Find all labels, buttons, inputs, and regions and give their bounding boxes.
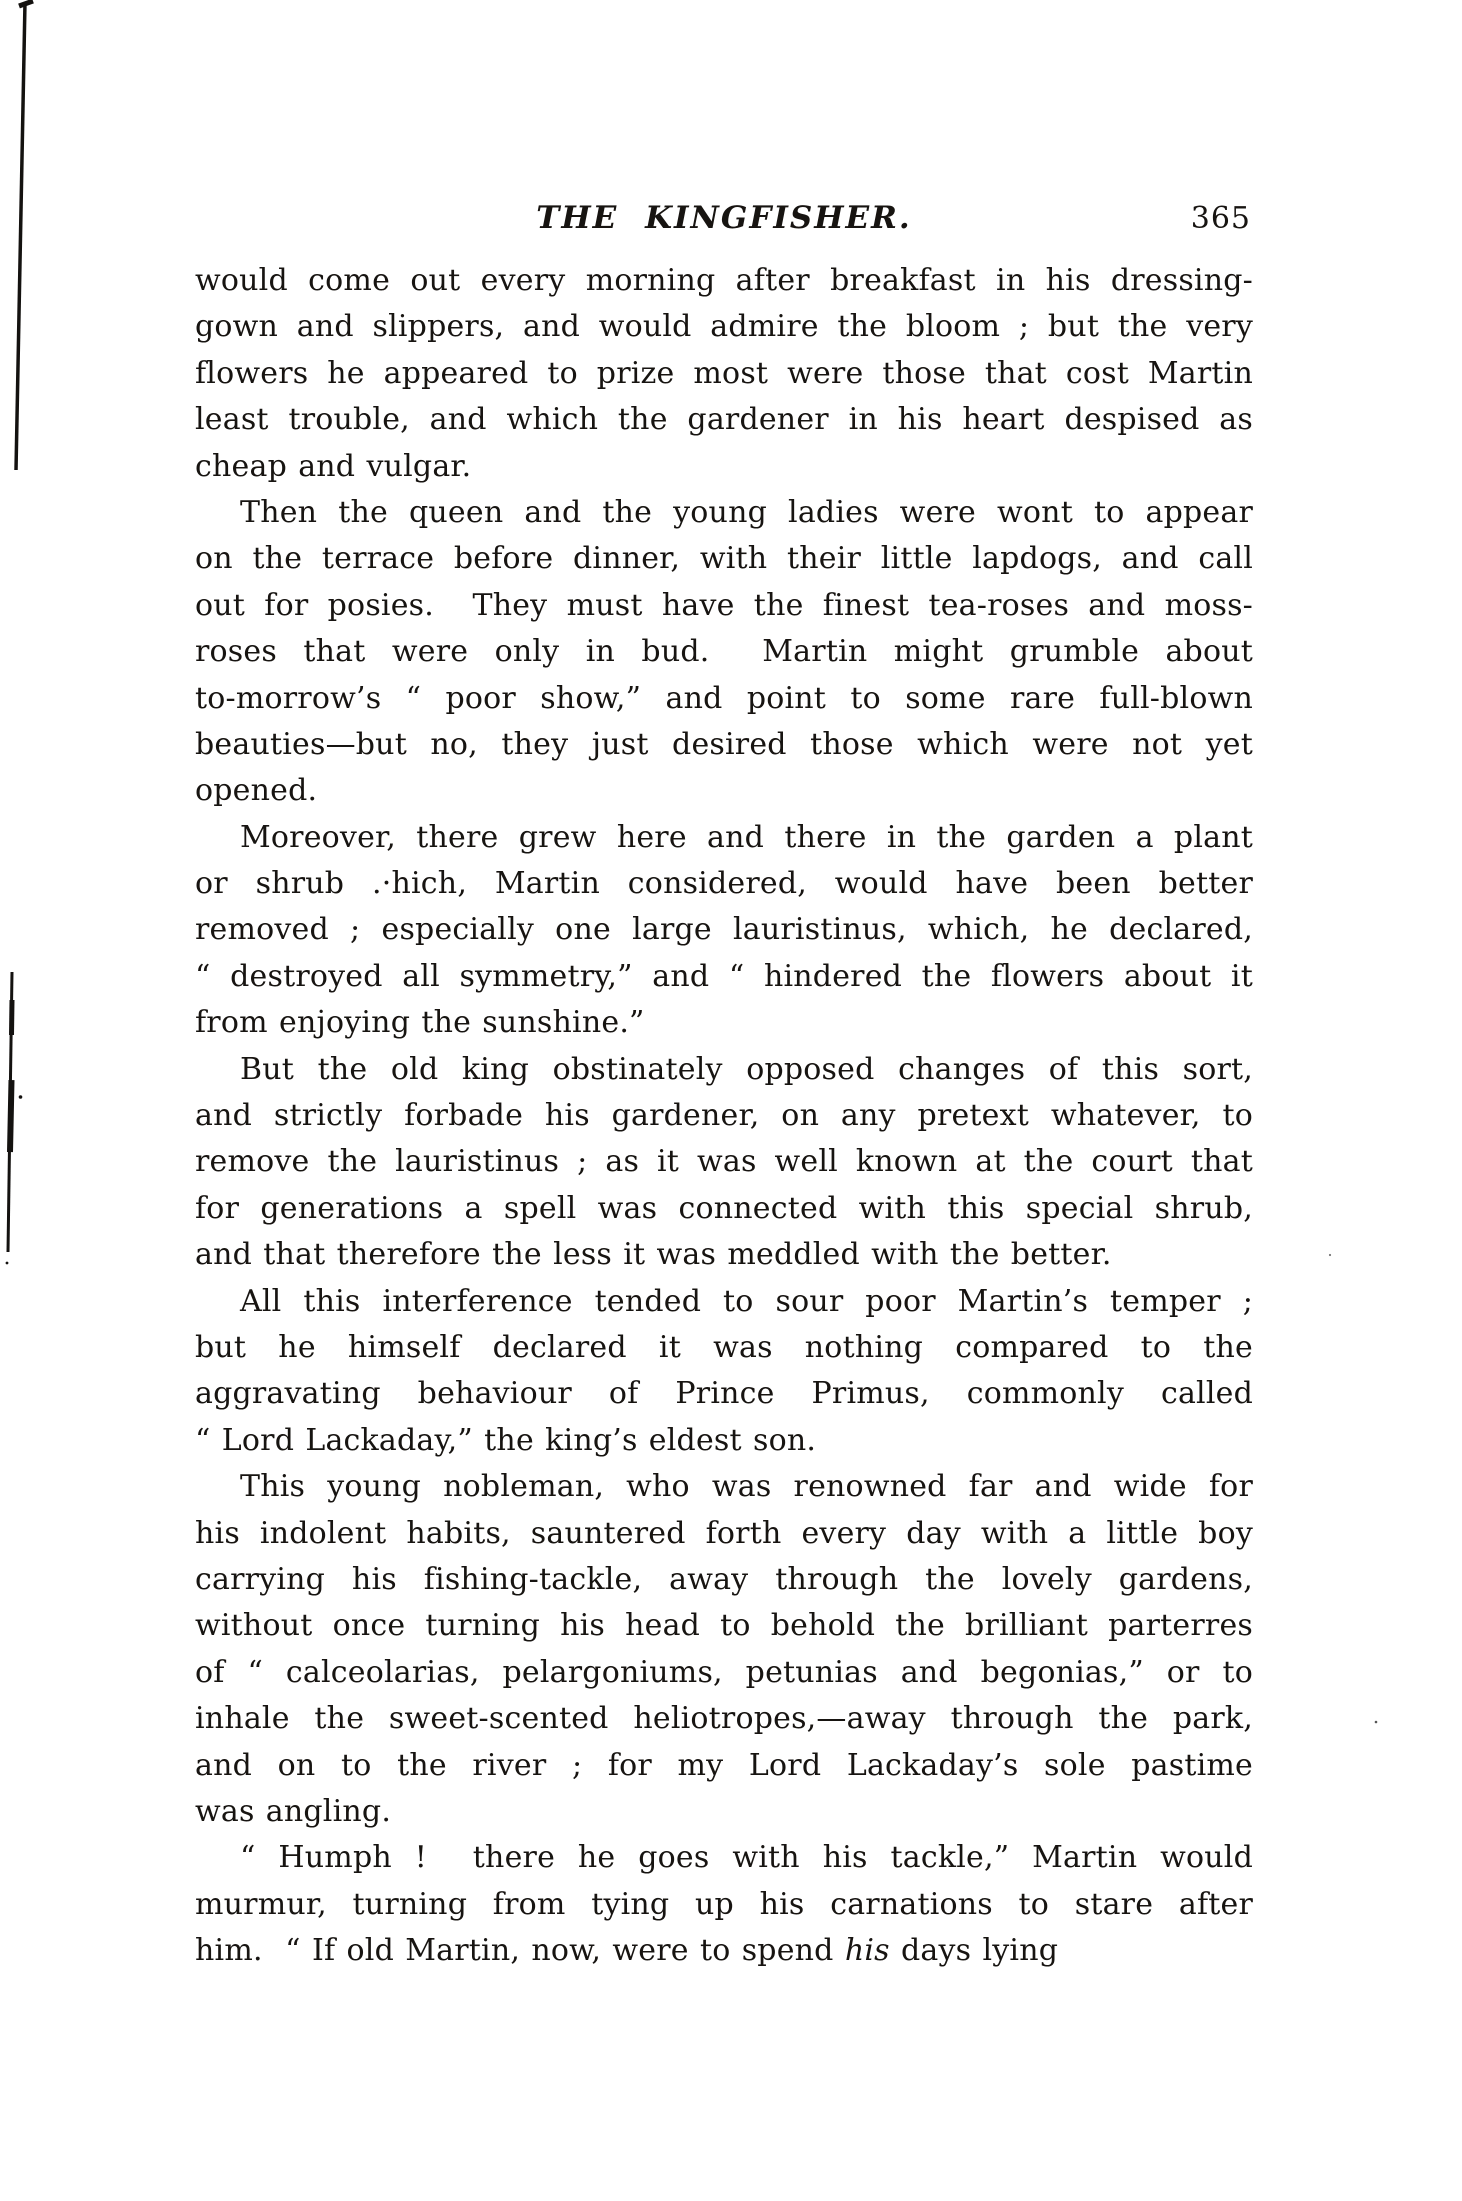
page-body [195,258,1253,1974]
text-line: on the terrace before dinner, with their little lapdogs, and call [195,541,1253,577]
text-line: inhale the sweet-scented heliotropes,—away through the park, [195,1701,1253,1737]
text-line: flowers he appeared to prize most were those that cost Martin [195,355,1253,391]
text-line: to-morrow’s “ poor show,” and point to some rare full-blown [195,680,1253,716]
text-line: his indolent habits, sauntered forth every day with a little boy [195,1515,1253,1551]
text-line: but he himself declared it was nothing compared to the [195,1329,1253,1365]
text-line: least trouble, and which the gardener in his heart despised as [195,402,1253,438]
running-title: THE KINGFISHER. [536,200,912,236]
text-line: and strictly forbade his gardener, on any pretext whatever, to [195,1098,1253,1134]
text-line: carrying his fishing-tackle, away through the lovely gardens, [195,1561,1253,1597]
text-line: “ destroyed all symmetry,” and “ hindered the flowers about it [195,958,1253,994]
text-line: “ Humph ! there he goes with his tackle,” Martin would [240,1840,1253,1876]
paragraph [195,1464,1253,1835]
text-line: “ Lord Lackaday,” the king’s eldest son. [195,1422,817,1458]
page-content [195,200,1253,1969]
text-line: Then the queen and the young ladies were wont to appear [240,494,1253,530]
text-line: from enjoying the sunshine.” [195,1005,645,1041]
text-line: cheap and vulgar. [195,448,472,484]
text-line: aggravating behaviour of Prince Primus, commonly called [195,1376,1253,1412]
text-line: But the old king obstinately opposed changes of this sort, [240,1051,1253,1087]
text-line: or shrub .·hich, Martin considered, would have been better [195,866,1253,902]
text-line: and on to the river ; for my Lord Lackaday’s sole pastime [195,1747,1253,1783]
text-line: remove the lauristinus ; as it was well known at the court that [195,1144,1253,1180]
text-line: This young nobleman, who was renowned far and wide for [240,1469,1253,1505]
paragraph [195,815,1253,1047]
paragraph [195,490,1253,815]
text-line: him. “ If old Martin, now, were to spend his days lying [195,1933,1059,1969]
text-line: would come out every morning after breakfast in his dressing- [195,263,1253,298]
text-line: opened. [195,773,318,809]
text-line: out for posies. They must have the finest tea-roses and moss- [195,587,1253,623]
paragraph [195,1835,1253,1974]
paragraph [195,1047,1253,1279]
text-line: without once turning his head to behold the brilliant parterres [195,1608,1253,1644]
text-line: for generations a spell was connected with this special shrub, [195,1190,1253,1226]
text-line: removed ; especially one large lauristinus, which, he declared, [195,912,1253,948]
text-line: and that therefore the less it was meddled with the better. [195,1237,1112,1273]
text-line: roses that were only in bud. Martin might grumble about [195,634,1253,670]
text-line: of “ calceolarias, pelargoniums, petunias and begonias,” or to [195,1654,1253,1690]
paragraph [195,258,1253,490]
page-number: 365 [1190,201,1251,236]
text-line: gown and slippers, and would admire the bloom ; but the very [195,309,1253,345]
text-line: beauties—but no, they just desired those which were not yet [195,726,1253,762]
text-line: All this interference tended to sour poor Martin’s temper ; [240,1283,1253,1319]
paragraph [195,1279,1253,1465]
text-line: Moreover, there grew here and there in the garden a plant [240,819,1253,855]
page-header [195,200,1253,250]
text-line: murmur, turning from tying up his carnations to stare after [195,1886,1253,1922]
text-line: was angling. [195,1793,392,1829]
